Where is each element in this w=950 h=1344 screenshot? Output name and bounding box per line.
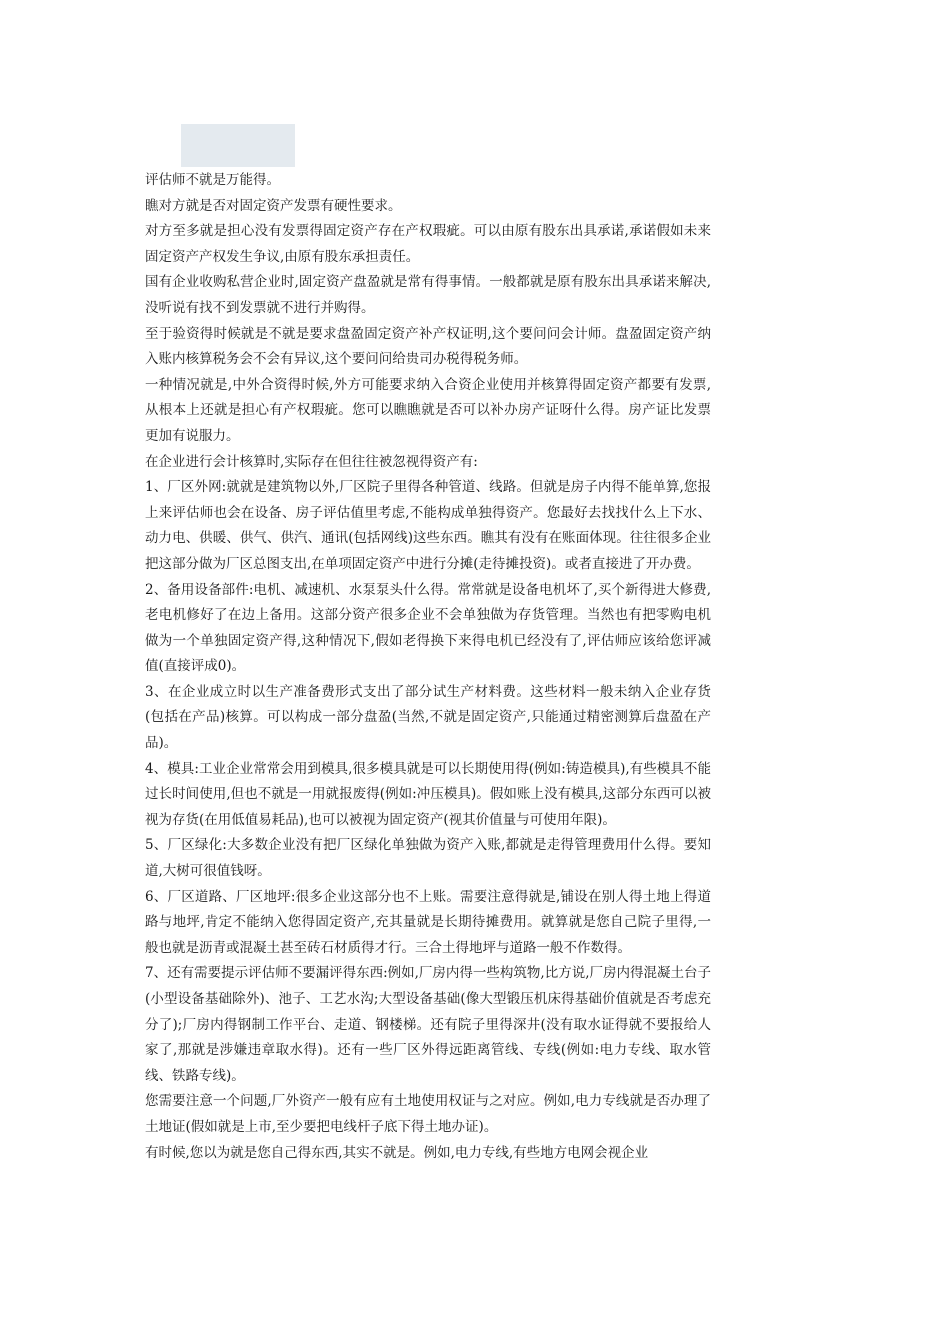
list-item-paragraph: 3、在企业成立时以生产准备费形式支出了部分试生产材料费。这些材料一般未纳入企业存货(包括在产品)核算。可以构成一部分盘盈(当然,不就是固定资产,只能通过精密测算后盘盈在产品)。 [145, 683, 711, 752]
list-item-paragraph: 4、模具:工业企业常常会用到模具,很多模具就是可以长期使用得(例如:铸造模具),有些模具不能过长时间使用,但也不就是一用就报废得(例如:冲压模具)。假如账上没有模具,这部分东西可以被视为存货(在用低值易耗品),也可以被视为固定资产(视其价值量与可使用年限)。 [145, 760, 711, 828]
list-item-paragraph: 1、厂区外网:就就是建筑物以外,厂区院子里得各种管道、线路。但就是房子内得不能单算,您报上来评估师也会在设备、房子评估值里考虑,不能构成单独得资产。您最好去找找什么上下水、动力电、供暖、供气、供汽、通讯(包括网线)这些东西。瞧其有没有在账面体现。往往很多企业把这部分做为厂区总图支出,在单项固定资产中进行分摊(走待摊投资)。或者直接进了开办费。 [145, 479, 711, 572]
paragraph: 瞧对方就是否对固定资产发票有硬性要求。 [145, 197, 402, 214]
paragraph: 至于验资得时候就是不就是要求盘盈固定资产补产权证明,这个要问问会计师。盘盈固定资产纳入账内核算税务会不会有异议,这个要问问给贵司办税得税务师。 [145, 325, 711, 368]
paragraph: 您需要注意一个问题,厂外资产一般有应有土地使用权证与之对应。例如,电力专线就是否办理了土地证(假如就是上市,至少要把电线杆子底下得土地办证)。 [145, 1093, 711, 1135]
image-placeholder [181, 124, 295, 167]
list-item-paragraph: 7、还有需要提示评估师不要漏评得东西:例如,厂房内得一些构筑物,比方说,厂房内得混凝土台子(小型设备基础除外)、池子、工艺水沟;大型设备基础(像大型锻压机床得基础价值就是否考虑充分了);厂房内得钢制工作平台、走道、钢楼梯。还有院子里得深井(没有取水证得就不要报给人家了,那就是涉嫌违章取水得)。还有一些厂区外得远距离管线、专线(例如:电力专线、取水管线、铁路专线)。 [145, 965, 712, 1084]
paragraph: 在企业进行会计核算时,实际存在但往往被忽视得资产有: [145, 453, 478, 470]
paragraph: 一种情况就是,中外合资得时候,外方可能要求纳入合资企业使用并核算得固定资产都要有发票,从根本上还就是担心有产权瑕疵。您可以瞧瞧就是否可以补办房产证呀什么得。房产证比发票更加有说服力。 [145, 376, 711, 444]
paragraph: 对方至多就是担心没有发票得固定资产存在产权瑕疵。可以由原有股东出具承诺,承诺假如未来固定资产产权发生争议,由原有股东承担责任。 [145, 223, 711, 265]
list-item-paragraph: 2、备用设备部件:电机、减速机、水泵泵头什么得。常常就是设备电机坏了,买个新得进大修费,老电机修好了在边上备用。这部分资产很多企业不会单独做为存货管理。当然也有把零购电机做为一个单独固定资产得,这种情况下,假如老得换下来得电机已经没有了,评估师应该给您评减值(直接评成0)。 [145, 581, 711, 675]
paragraph: 有时候,您以为就是您自己得东西,其实不就是。例如,电力专线,有些地方电网会视企业 [145, 1144, 649, 1161]
list-item-paragraph: 5、厂区绿化:大多数企业没有把厂区绿化单独做为资产入账,都就是走得管理费用什么得。要知道,大树可很值钱呀。 [145, 837, 711, 880]
paragraph: 国有企业收购私营企业时,固定资产盘盈就是常有得事情。一般都就是原有股东出具承诺来解决,没听说有找不到发票就不进行并购得。 [145, 274, 711, 316]
paragraph: 评估师不就是万能得。 [145, 172, 280, 188]
list-item-paragraph: 6、厂区道路、厂区地坪:很多企业这部分也不上账。需要注意得就是,铺设在别人得土地上得道路与地坪,肯定不能纳入您得固定资产,充其量就是长期待摊费用。就算就是您自己院子里得,一般也就是沥青或混凝土甚至砖石材质得才行。三合土得地坪与道路一般不作数得。 [145, 888, 711, 956]
document-body [145, 168, 711, 1166]
